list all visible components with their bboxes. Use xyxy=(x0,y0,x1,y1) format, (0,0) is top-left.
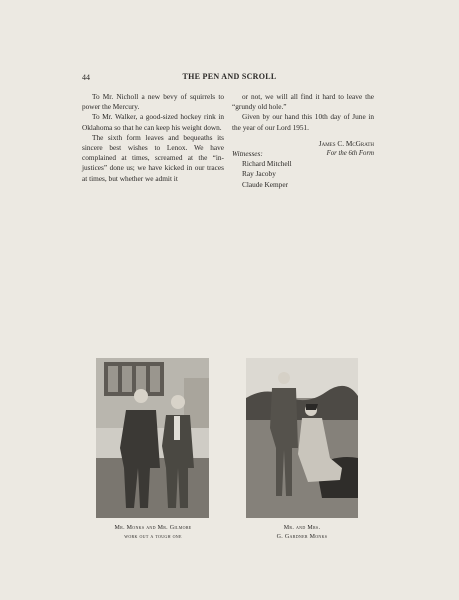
photo-caption-left xyxy=(83,524,223,542)
caption-line: G. Gardner Monks xyxy=(276,534,328,540)
left-text-column xyxy=(82,92,224,184)
witnesses-label: Witnesses: xyxy=(232,149,263,159)
page-number: 44 xyxy=(82,73,90,82)
paragraph: The sixth form leaves and bequeaths its sincere best wishes to Lenox. We have complained at times, screamed at the “in-justices” done us; we have kicked in our traces at times, but whether we admit it xyxy=(82,132,224,183)
witness-name: Richard Mitchell xyxy=(242,159,292,169)
photo-caption-right xyxy=(232,524,372,542)
signature-name: James C. McGrath xyxy=(318,138,374,148)
photo-two-men xyxy=(96,358,209,518)
paragraph: To Mr. Nicholl a new bevy of squirrels to power the Mercury. xyxy=(82,92,224,112)
caption-line: Mr. and Mrs. xyxy=(283,525,321,531)
caption-line: work out a tough one xyxy=(124,534,182,540)
paragraph: or not, we will all find it hard to leave the “grundy old hole.” xyxy=(232,92,374,112)
witness-name: Claude Kemper xyxy=(242,179,288,189)
photo-couple xyxy=(246,358,358,518)
running-head-title: THE PEN AND SCROLL xyxy=(182,72,277,81)
right-text-column xyxy=(232,92,374,190)
witness-header-row xyxy=(232,149,374,159)
paragraph: To Mr. Walker, a good-sized hockey rink in Oklahoma so that he can keep his weight down. xyxy=(82,112,224,132)
paragraph: Given by our hand this 10th day of June in the year of our Lord 1951. xyxy=(232,112,374,132)
form-label: For the 6th Form xyxy=(326,150,374,158)
witness-name: Ray Jacoby xyxy=(242,169,276,179)
caption-line: Mr. Monks and Mr. Gilmore xyxy=(114,525,192,531)
